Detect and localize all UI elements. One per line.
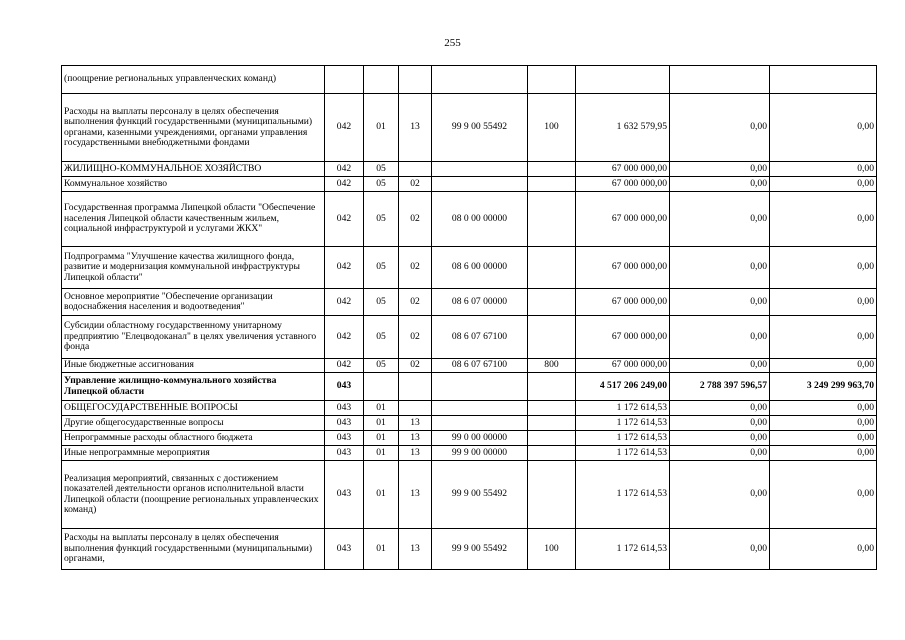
cell-section: 01 [364, 431, 399, 446]
cell-name: Другие общегосударственные вопросы [62, 416, 325, 431]
cell-name: Иные непрограммные мероприятия [62, 446, 325, 461]
cell-subsection: 13 [399, 461, 432, 529]
cell-target-article: 99 0 00 00000 [432, 431, 528, 446]
cell-admin-code: 043 [325, 446, 364, 461]
cell-admin-code: 043 [325, 416, 364, 431]
cell-subsection: 13 [399, 431, 432, 446]
cell-sum-year-1: 67 000 000,00 [576, 359, 670, 373]
cell-expense-type: 800 [528, 359, 576, 373]
cell-sum-year-3 [770, 66, 877, 94]
cell-target-article [432, 416, 528, 431]
cell-expense-type [528, 446, 576, 461]
cell-subsection: 02 [399, 192, 432, 247]
cell-section: 05 [364, 177, 399, 192]
cell-section: 05 [364, 192, 399, 247]
cell-target-article: 08 6 00 00000 [432, 247, 528, 289]
table-row [62, 247, 877, 289]
cell-sum-year-2: 0,00 [670, 162, 770, 177]
cell-sum-year-2: 0,00 [670, 316, 770, 359]
cell-subsection: 02 [399, 177, 432, 192]
cell-sum-year-1: 1 172 614,53 [576, 446, 670, 461]
table-row [62, 177, 877, 192]
cell-section [364, 373, 399, 401]
cell-target-article: 08 6 07 67100 [432, 359, 528, 373]
cell-section: 01 [364, 461, 399, 529]
cell-sum-year-1: 67 000 000,00 [576, 247, 670, 289]
cell-subsection: 02 [399, 359, 432, 373]
table-row [62, 66, 877, 94]
cell-sum-year-3: 0,00 [770, 529, 877, 570]
cell-sum-year-3: 0,00 [770, 359, 877, 373]
cell-target-article [432, 373, 528, 401]
cell-name: Непрограммные расходы областного бюджета [62, 431, 325, 446]
cell-subsection [399, 66, 432, 94]
cell-section: 05 [364, 247, 399, 289]
cell-expense-type [528, 289, 576, 316]
table-row [62, 373, 877, 401]
cell-target-article [432, 66, 528, 94]
cell-subsection [399, 401, 432, 416]
cell-sum-year-2: 0,00 [670, 529, 770, 570]
cell-section: 01 [364, 401, 399, 416]
cell-sum-year-1: 1 632 579,95 [576, 94, 670, 162]
cell-sum-year-2: 0,00 [670, 359, 770, 373]
cell-admin-code: 042 [325, 247, 364, 289]
cell-expense-type [528, 431, 576, 446]
cell-section: 05 [364, 289, 399, 316]
cell-name: Расходы на выплаты персоналу в целях обеспечения выполнения функций государственными (муниципальными) органами, казенными учреждениями, органами управления государственными внебюджетными фондами [62, 94, 325, 162]
cell-name: Иные бюджетные ассигнования [62, 359, 325, 373]
cell-admin-code: 042 [325, 289, 364, 316]
cell-sum-year-3: 3 249 299 963,70 [770, 373, 877, 401]
cell-sum-year-3: 0,00 [770, 162, 877, 177]
cell-target-article: 08 6 07 67100 [432, 316, 528, 359]
cell-section: 05 [364, 359, 399, 373]
cell-subsection: 02 [399, 289, 432, 316]
cell-admin-code: 043 [325, 461, 364, 529]
table-row [62, 529, 877, 570]
cell-sum-year-2: 0,00 [670, 247, 770, 289]
cell-expense-type [528, 177, 576, 192]
cell-admin-code: 043 [325, 431, 364, 446]
cell-sum-year-3: 0,00 [770, 401, 877, 416]
cell-target-article [432, 177, 528, 192]
cell-target-article: 99 9 00 00000 [432, 446, 528, 461]
table-row [62, 416, 877, 431]
table-row [62, 316, 877, 359]
cell-section [364, 66, 399, 94]
cell-sum-year-3: 0,00 [770, 192, 877, 247]
cell-name: Управление жилищно-коммунального хозяйства Липецкой области [62, 373, 325, 401]
cell-name: ОБЩЕГОСУДАРСТВЕННЫЕ ВОПРОСЫ [62, 401, 325, 416]
cell-sum-year-3: 0,00 [770, 446, 877, 461]
cell-name: Основное мероприятие "Обеспечение организации водоснабжения населения и водоотведения" [62, 289, 325, 316]
cell-subsection: 13 [399, 94, 432, 162]
cell-subsection [399, 162, 432, 177]
table-row [62, 359, 877, 373]
cell-target-article: 99 9 00 55492 [432, 529, 528, 570]
cell-admin-code: 042 [325, 94, 364, 162]
cell-sum-year-1: 67 000 000,00 [576, 316, 670, 359]
cell-admin-code: 043 [325, 529, 364, 570]
table-row [62, 94, 877, 162]
cell-admin-code [325, 66, 364, 94]
cell-sum-year-2: 0,00 [670, 289, 770, 316]
cell-section: 05 [364, 162, 399, 177]
cell-target-article: 99 9 00 55492 [432, 94, 528, 162]
cell-subsection: 13 [399, 529, 432, 570]
table-row [62, 461, 877, 529]
cell-expense-type [528, 401, 576, 416]
cell-expense-type [528, 416, 576, 431]
cell-admin-code: 043 [325, 373, 364, 401]
cell-section: 01 [364, 94, 399, 162]
cell-subsection: 13 [399, 446, 432, 461]
cell-sum-year-2: 0,00 [670, 446, 770, 461]
cell-sum-year-2: 0,00 [670, 401, 770, 416]
cell-target-article [432, 401, 528, 416]
cell-sum-year-3: 0,00 [770, 416, 877, 431]
budget-table [61, 65, 877, 570]
cell-sum-year-1: 4 517 206 249,00 [576, 373, 670, 401]
cell-expense-type [528, 162, 576, 177]
cell-admin-code: 042 [325, 359, 364, 373]
cell-expense-type [528, 316, 576, 359]
table-row [62, 192, 877, 247]
cell-sum-year-1: 67 000 000,00 [576, 289, 670, 316]
cell-name: Подпрограмма "Улучшение качества жилищного фонда, развитие и модернизация коммунальной инфраструктуры Липецкой области" [62, 247, 325, 289]
cell-name: Субсидии областному государственному унитарному предприятию "Елецводоканал" в целях увеличения уставного фонда [62, 316, 325, 359]
cell-sum-year-2: 2 788 397 596,57 [670, 373, 770, 401]
cell-name: Реализация мероприятий, связанных с достижением показателей деятельности органов исполнительной власти Липецкой области (поощрение региональных управленческих команд) [62, 461, 325, 529]
cell-name: Расходы на выплаты персоналу в целях обеспечения выполнения функций государственными (муниципальными) органами, [62, 529, 325, 570]
cell-name: Коммунальное хозяйство [62, 177, 325, 192]
cell-sum-year-3: 0,00 [770, 94, 877, 162]
table-row [62, 401, 877, 416]
cell-sum-year-3: 0,00 [770, 461, 877, 529]
cell-sum-year-2: 0,00 [670, 431, 770, 446]
cell-subsection [399, 373, 432, 401]
cell-sum-year-1: 67 000 000,00 [576, 192, 670, 247]
table-row [62, 431, 877, 446]
table-row [62, 446, 877, 461]
cell-subsection: 02 [399, 316, 432, 359]
cell-section: 05 [364, 316, 399, 359]
cell-sum-year-1: 1 172 614,53 [576, 431, 670, 446]
cell-sum-year-3: 0,00 [770, 431, 877, 446]
cell-sum-year-2: 0,00 [670, 461, 770, 529]
cell-admin-code: 042 [325, 177, 364, 192]
cell-target-article [432, 162, 528, 177]
cell-expense-type [528, 461, 576, 529]
table-row [62, 162, 877, 177]
cell-sum-year-3: 0,00 [770, 289, 877, 316]
cell-sum-year-2 [670, 66, 770, 94]
cell-expense-type: 100 [528, 94, 576, 162]
cell-section: 01 [364, 416, 399, 431]
cell-sum-year-2: 0,00 [670, 94, 770, 162]
cell-admin-code: 042 [325, 162, 364, 177]
cell-sum-year-3: 0,00 [770, 247, 877, 289]
cell-sum-year-2: 0,00 [670, 416, 770, 431]
cell-name: (поощрение региональных управленческих команд) [62, 66, 325, 94]
cell-subsection: 02 [399, 247, 432, 289]
page-number: 255 [444, 37, 461, 49]
cell-admin-code: 042 [325, 192, 364, 247]
cell-sum-year-1: 1 172 614,53 [576, 416, 670, 431]
cell-section: 01 [364, 446, 399, 461]
cell-sum-year-1 [576, 66, 670, 94]
cell-target-article: 08 6 07 00000 [432, 289, 528, 316]
cell-expense-type: 100 [528, 529, 576, 570]
cell-section: 01 [364, 529, 399, 570]
cell-expense-type [528, 247, 576, 289]
cell-sum-year-2: 0,00 [670, 192, 770, 247]
cell-expense-type [528, 373, 576, 401]
cell-sum-year-1: 1 172 614,53 [576, 529, 670, 570]
cell-admin-code: 042 [325, 316, 364, 359]
cell-target-article: 08 0 00 00000 [432, 192, 528, 247]
cell-subsection: 13 [399, 416, 432, 431]
cell-target-article: 99 9 00 55492 [432, 461, 528, 529]
cell-sum-year-1: 67 000 000,00 [576, 162, 670, 177]
cell-sum-year-1: 1 172 614,53 [576, 401, 670, 416]
cell-sum-year-3: 0,00 [770, 316, 877, 359]
cell-sum-year-1: 67 000 000,00 [576, 177, 670, 192]
cell-name: Государственная программа Липецкой области "Обеспечение населения Липецкой области качественным жильем, социальной инфраструктурой и услугами ЖКХ" [62, 192, 325, 247]
cell-sum-year-2: 0,00 [670, 177, 770, 192]
table-row [62, 289, 877, 316]
cell-name: ЖИЛИЩНО-КОММУНАЛЬНОЕ ХОЗЯЙСТВО [62, 162, 325, 177]
cell-expense-type [528, 66, 576, 94]
cell-sum-year-3: 0,00 [770, 177, 877, 192]
cell-sum-year-1: 1 172 614,53 [576, 461, 670, 529]
cell-admin-code: 043 [325, 401, 364, 416]
cell-expense-type [528, 192, 576, 247]
